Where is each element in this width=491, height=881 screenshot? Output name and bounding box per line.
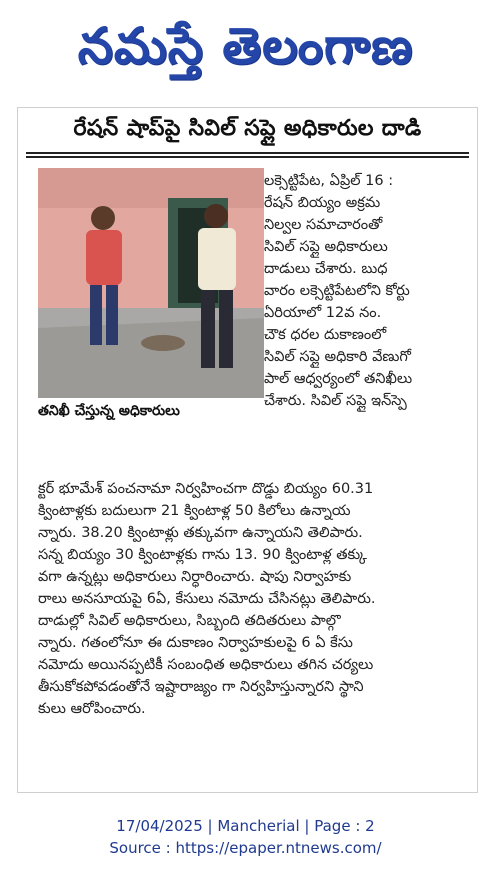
body-line: క్టర్ భూమేశ్ పంచనామా నిర్వహించగా దొడ్డు బియ్యం 60.31 (38, 481, 374, 497)
news-clipping (17, 107, 478, 793)
body-line: చౌక ధరల దుకాణంలో (264, 327, 387, 343)
body-line: వగా ఉన్నట్లు అధికారులు నిర్ధారించారు. షాపు నిర్వాహకు (38, 569, 352, 585)
article-photo (38, 168, 264, 398)
source-link[interactable]: Source : https://epaper.ntnews.com/ (109, 839, 382, 857)
body-line: కులు ఆరోపించారు. (38, 701, 146, 717)
body-line: నిల్వల సమాచారంతో (264, 217, 383, 233)
body-line: సివిల్ సప్లై అధికారులు (264, 239, 388, 255)
headline-rule-bottom (26, 156, 469, 158)
body-line: ఏరియాలో 12వ నం. (264, 305, 382, 321)
body-line: సివిల్ సప్లై అధికారి వేణుగో (264, 349, 411, 365)
body-line: న్నారు. గతంలోనూ ఈ దుకాణం నిర్వాహకులపై 6 ఏ కేసు (38, 635, 353, 651)
headline-rule-top (26, 152, 469, 154)
edition-meta: 17/04/2025 | Mancherial | Page : 2 (116, 817, 375, 835)
masthead-logo-text: నమస్తే తెలంగాణ (77, 17, 414, 75)
body-line: చేశారు. సివిల్ సప్లై ఇన్‌స్పె (264, 393, 407, 409)
body-line: దాడులు చేశారు. బుధ (264, 261, 388, 277)
body-line: న్నారు. 38.20 క్వింటాళ్లు తక్కువగా ఉన్నాయని తెలిపారు. (38, 525, 363, 541)
body-line: తీసుకోకపోవడంతోనే ఇష్టారాజ్యం గా నిర్వహిస్తున్నారని స్థాని (38, 679, 364, 695)
photo-caption: తనిఖీ చేస్తున్న అధికారులు (38, 403, 180, 419)
newspaper-masthead (0, 0, 491, 92)
body-line: రేషన్ బియ్యం అక్రమ (264, 195, 381, 211)
body-line: దాడుల్లో సివిల్ అధికారులు, సిబ్బంది తదితరులు పాల్గొ (38, 613, 341, 629)
article-headline: రేషన్ షాప్‌పై సివిల్ సప్లై అధికారుల దాడి (73, 116, 422, 141)
body-line: పాల్ ఆధ్వర్యంలో తనిఖీలు (264, 371, 413, 387)
body-line: నమోదు అయినప్పటికీ సంబంధిత అధికారులు తగిన చర్యలు (38, 657, 374, 673)
officials-photo-illustration (38, 168, 264, 398)
page-footer (0, 815, 491, 859)
body-line: వారం లక్సెట్టిపేటలోని కోర్టు (264, 283, 410, 299)
article-body-right-column (264, 170, 469, 412)
article-body-full-width (38, 478, 466, 720)
body-line: రాలు అనసూయపై 6ఏ, కేసులు నమోదు చేసినట్లు తెలిపారు. (38, 591, 376, 607)
body-line: సన్న బియ్యం 30 క్వింటాళ్లకు గాను 13. 90 క్వింటాళ్ల తక్కు (38, 547, 367, 563)
body-line: లక్సెట్టిపేట, ఏప్రిల్ 16 : (264, 173, 394, 189)
body-line: క్వింటాళ్లకు బదులుగా 21 క్వింటాళ్ల 50 కిలోలు ఉన్నాయ (38, 503, 351, 519)
